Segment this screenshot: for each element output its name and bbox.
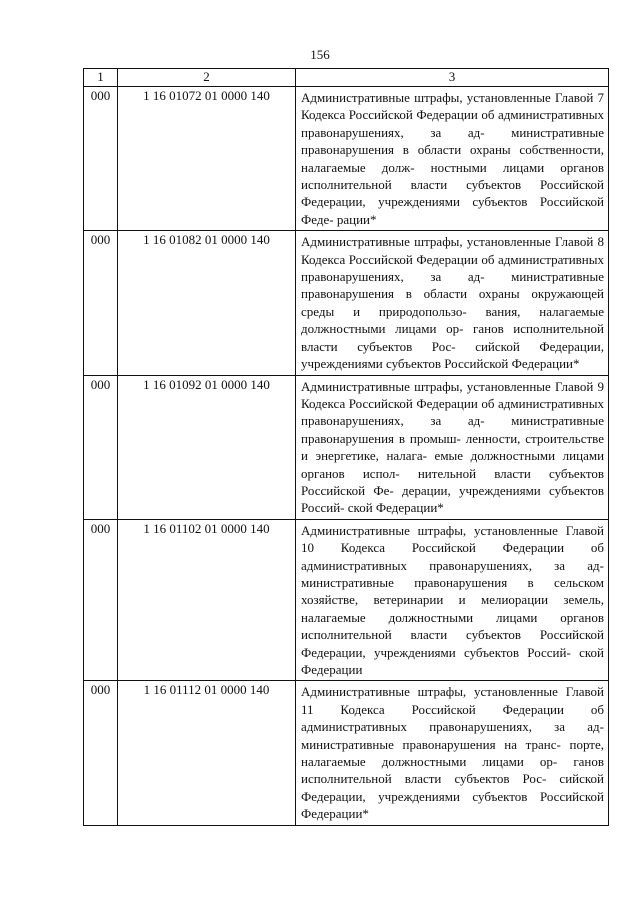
description-cell [296, 375, 609, 519]
description-cell [296, 87, 609, 231]
table-row [84, 375, 609, 519]
description-cell [296, 681, 609, 825]
description-line: административных правонарушениях, за ад- [301, 557, 604, 573]
description-line: административных правонарушениях, за ад- [301, 395, 604, 429]
description-line: Административные штрафы, установленные [301, 90, 551, 105]
description-line: ленности, строительстве и энергетике, налага- [301, 430, 605, 464]
budget-classification-table [83, 68, 609, 826]
admin-code-cell: 000 [84, 681, 118, 825]
description-line: ганов исполнительной власти субъектов Рос- [301, 321, 605, 354]
description-line: Главой 7 Кодекса Российской Федерации об [301, 90, 605, 123]
admin-code-cell: 000 [84, 87, 118, 231]
description-line: административных правонарушениях, за ад- [301, 251, 604, 285]
description-line: Главой 10 Кодекса Российской Федерации об [301, 522, 604, 556]
table-row [84, 87, 609, 231]
description-line: Административные штрафы, установленные [301, 378, 551, 394]
description-text [296, 681, 608, 824]
description-line: Федерации, учреждениями субъектов Россий- [301, 644, 571, 660]
description-line: власти субъектов Российской Федерации, [301, 177, 605, 210]
table-row [84, 519, 609, 681]
description-line: министративные правонарушения в области [301, 124, 604, 158]
description-line: ской Федерации [301, 644, 604, 677]
page-number: 156 [310, 47, 330, 62]
description-line: исполнительной власти субъектов Российской [301, 627, 604, 643]
description-line: порте, налагаемые должностными лицами ор- [301, 736, 605, 770]
admin-code-cell: 000 [84, 519, 118, 681]
description-line: административных правонарушениях, за ад- [301, 107, 604, 140]
description-cell [296, 231, 609, 375]
description-text [296, 376, 608, 519]
description-line: хозяйстве, ветеринарии и мелиорации земель, [301, 592, 604, 608]
description-line: Главой 8 Кодекса Российской Федерации об [301, 234, 605, 267]
description-line: Административные штрафы, установленные [301, 522, 558, 538]
description-line: сийской Федерации, учреждениями субъектов [301, 771, 604, 804]
description-text [296, 520, 608, 681]
table-body [84, 87, 609, 826]
description-line: Главой 11 Кодекса Российской Федерации об [301, 684, 604, 717]
description-line: нительной власти субъектов Российской Фе- [301, 465, 604, 498]
description-line: министративные правонарушения в промыш- [301, 413, 604, 446]
description-cell [296, 519, 609, 681]
description-line: Административные штрафы, установленные [301, 234, 551, 250]
kbk-code-cell: 1 16 01102 01 0000 140 [118, 519, 296, 681]
admin-code-cell: 000 [84, 375, 118, 519]
column-header-3: 3 [296, 69, 609, 87]
description-line: министративные правонарушения в сельском [301, 574, 604, 590]
kbk-code-cell: 1 16 01082 01 0000 140 [118, 231, 296, 375]
admin-code-cell: 000 [84, 231, 118, 375]
description-line: административных правонарушениях, за ад- [301, 719, 604, 735]
description-line: ганов исполнительной власти субъектов Рос- [301, 754, 605, 787]
description-line: налагаемые должностными лицами органов [301, 609, 604, 625]
description-line: ской Федерации* [347, 500, 444, 516]
description-line: емые должностными лицами органов испол- [301, 448, 605, 481]
kbk-code-cell: 1 16 01092 01 0000 140 [118, 375, 296, 519]
description-line: Административные штрафы, установленные [301, 684, 558, 700]
description-line: сийской Федерации, учреждениями субъектов [301, 338, 604, 372]
kbk-code-cell: 1 16 01072 01 0000 140 [118, 87, 296, 231]
description-line: министративные правонарушения в области [301, 269, 604, 302]
table-row [84, 231, 609, 375]
description-line: Главой 9 Кодекса Российской Федерации об [301, 378, 605, 411]
description-line: учреждениями субъектов Российской Феде- [301, 194, 605, 227]
kbk-code-cell: 1 16 01112 01 0000 140 [118, 681, 296, 825]
table-row [84, 681, 609, 825]
column-header-1: 1 [84, 69, 118, 87]
description-line: Российской Федерации* [301, 788, 605, 822]
column-header-2: 2 [118, 69, 296, 87]
description-line: министративные правонарушения на транс- [301, 736, 561, 752]
table-header-row [84, 69, 609, 87]
description-line: дерации, учреждениями субъектов Россий- [301, 482, 605, 516]
description-line: ностными лицами органов исполнительной [301, 159, 604, 193]
description-text [296, 87, 608, 230]
description-line: вания, налагаемые должностными лицами ор- [301, 303, 604, 337]
description-line: охраны окружающей среды и природопользо- [301, 286, 605, 319]
description-text [296, 231, 608, 374]
description-line: охраны собственности, налагаемые долж- [301, 142, 604, 175]
description-line: рации* [336, 211, 377, 227]
description-line: Российской Федерации* [444, 356, 580, 372]
